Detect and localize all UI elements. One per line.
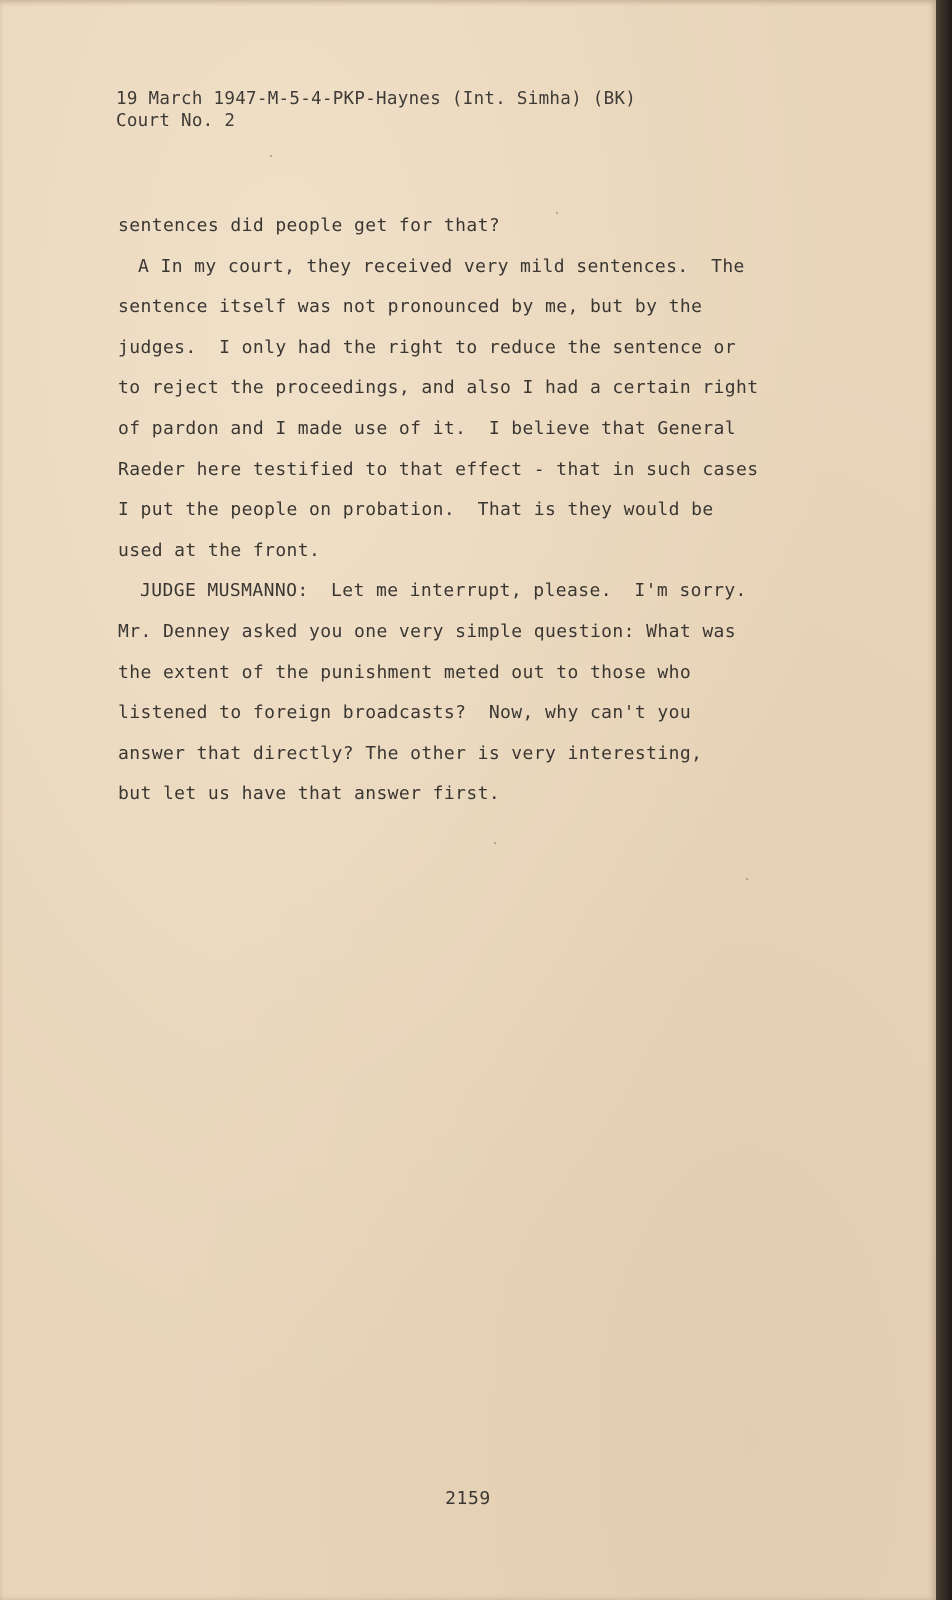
paper-speck [270, 155, 272, 157]
header-line-date-reference: 19 March 1947-M-5-4-PKP-Haynes (Int. Simha) (BK) [116, 89, 637, 109]
paper-speck [556, 212, 558, 214]
body-line: listened to foreign broadcasts? Now, why can't you [118, 702, 692, 724]
scan-edge [936, 0, 952, 1600]
paper-speck [494, 842, 496, 844]
body-line: answer that directly? The other is very interesting, [118, 742, 703, 764]
body-line: the extent of the punishment meted out to those who [118, 661, 692, 683]
body-line: Raeder here testified to that effect - that in such cases [118, 458, 759, 480]
body-line: Mr. Denney asked you one very simple question: What was [118, 620, 737, 642]
transcript-header [116, 88, 636, 132]
body-line: to reject the proceedings, and also I had a certain right [118, 377, 759, 399]
body-line: I put the people on probation. That is they would be [118, 499, 714, 521]
judge-statement-line: JUDGE MUSMANNO: Let me interrupt, please. I'm sorry. [140, 580, 747, 602]
body-line: but let us have that answer first. [118, 783, 501, 805]
body-line: judges. I only had the right to reduce the sentence or [118, 336, 737, 358]
paper-speck [746, 878, 748, 880]
body-line: used at the front. [118, 539, 321, 561]
body-line: sentences did people get for that? [118, 215, 501, 236]
body-line: sentence itself was not pronounced by me, but by the [118, 296, 703, 318]
page-number: 2159 [445, 1488, 491, 1509]
answer-line: A In my court, they received very mild sentences. The [138, 255, 745, 277]
body-line: of pardon and I made use of it. I believe that General [118, 417, 737, 439]
header-line-court: Court No. 2 [116, 111, 236, 131]
transcript-body [118, 206, 838, 815]
